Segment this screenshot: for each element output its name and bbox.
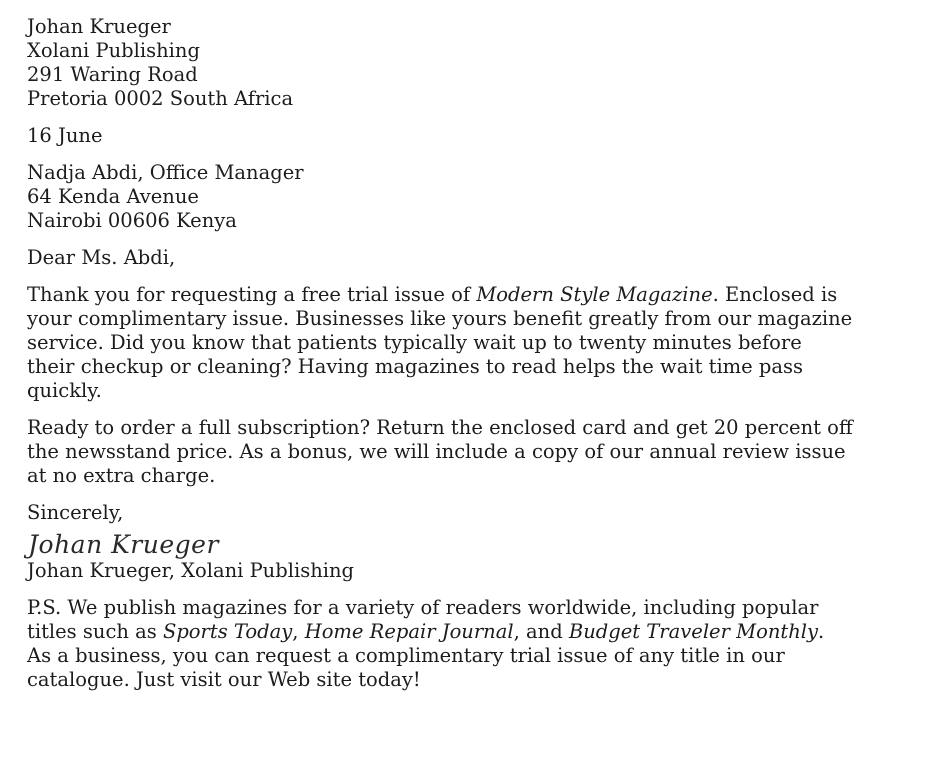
magazine-title: Home Repair Journal xyxy=(304,620,514,643)
recipient-street: 64 Kenda Avenue xyxy=(27,185,199,208)
magazine-title: Sports Today xyxy=(162,620,293,643)
date-text: 16 June xyxy=(27,124,103,147)
closing xyxy=(27,501,917,525)
paragraph-line: Ready to order a full subscription? Return the enclosed card and get 20 percent off xyxy=(27,416,853,439)
closing-text: Sincerely, xyxy=(27,501,124,524)
postscript-line: titles such as Sports Today, Home Repair Journal, and Budget Traveler Monthly. xyxy=(27,620,825,643)
magazine-title: Budget Traveler Monthly xyxy=(568,620,819,643)
letter xyxy=(27,15,917,692)
magazine-title: Modern Style Magazine xyxy=(476,283,713,306)
postscript-line: As a business, you can request a complimentary trial issue of any title in our xyxy=(27,644,785,667)
paragraph-line: Thank you for requesting a free trial issue of Modern Style Magazine. Enclosed is xyxy=(27,283,838,306)
sender-name: Johan Krueger xyxy=(27,15,171,38)
paragraph-line: the newsstand price. As a bonus, we will include a copy of our annual review issue xyxy=(27,440,846,463)
recipient-city: Nairobi 00606 Kenya xyxy=(27,209,237,232)
body-paragraph-1 xyxy=(27,283,917,403)
sender-city: Pretoria 0002 South Africa xyxy=(27,87,294,110)
postscript-line: catalogue. Just visit our Web site today! xyxy=(27,668,421,691)
signer-text: Johan Krueger, Xolani Publishing xyxy=(27,559,355,582)
body-paragraph-2 xyxy=(27,416,917,488)
paragraph-line: service. Did you know that patients typically wait up to twenty minutes before xyxy=(27,331,802,354)
signer-line xyxy=(27,559,917,583)
salutation xyxy=(27,246,917,270)
paragraph-line: at no extra charge. xyxy=(27,464,216,487)
sender-street: 291 Waring Road xyxy=(27,63,198,86)
recipient-address xyxy=(27,161,917,233)
paragraph-line: quickly. xyxy=(27,379,102,402)
sender-address xyxy=(27,15,917,111)
recipient-name-title: Nadja Abdi, Office Manager xyxy=(27,161,304,184)
postscript xyxy=(27,596,917,692)
salutation-text: Dear Ms. Abdi, xyxy=(27,246,176,269)
handwritten-signature: Johan Krueger xyxy=(28,530,219,559)
letter-date xyxy=(27,124,917,148)
paragraph-line: your complimentary issue. Businesses like yours benefit greatly from our magazine xyxy=(27,307,853,330)
postscript-line: P.S. We publish magazines for a variety of readers worldwide, including popular xyxy=(27,596,819,619)
paragraph-line: their checkup or cleaning? Having magazines to read helps the wait time pass xyxy=(27,355,804,378)
sender-company: Xolani Publishing xyxy=(27,39,200,62)
